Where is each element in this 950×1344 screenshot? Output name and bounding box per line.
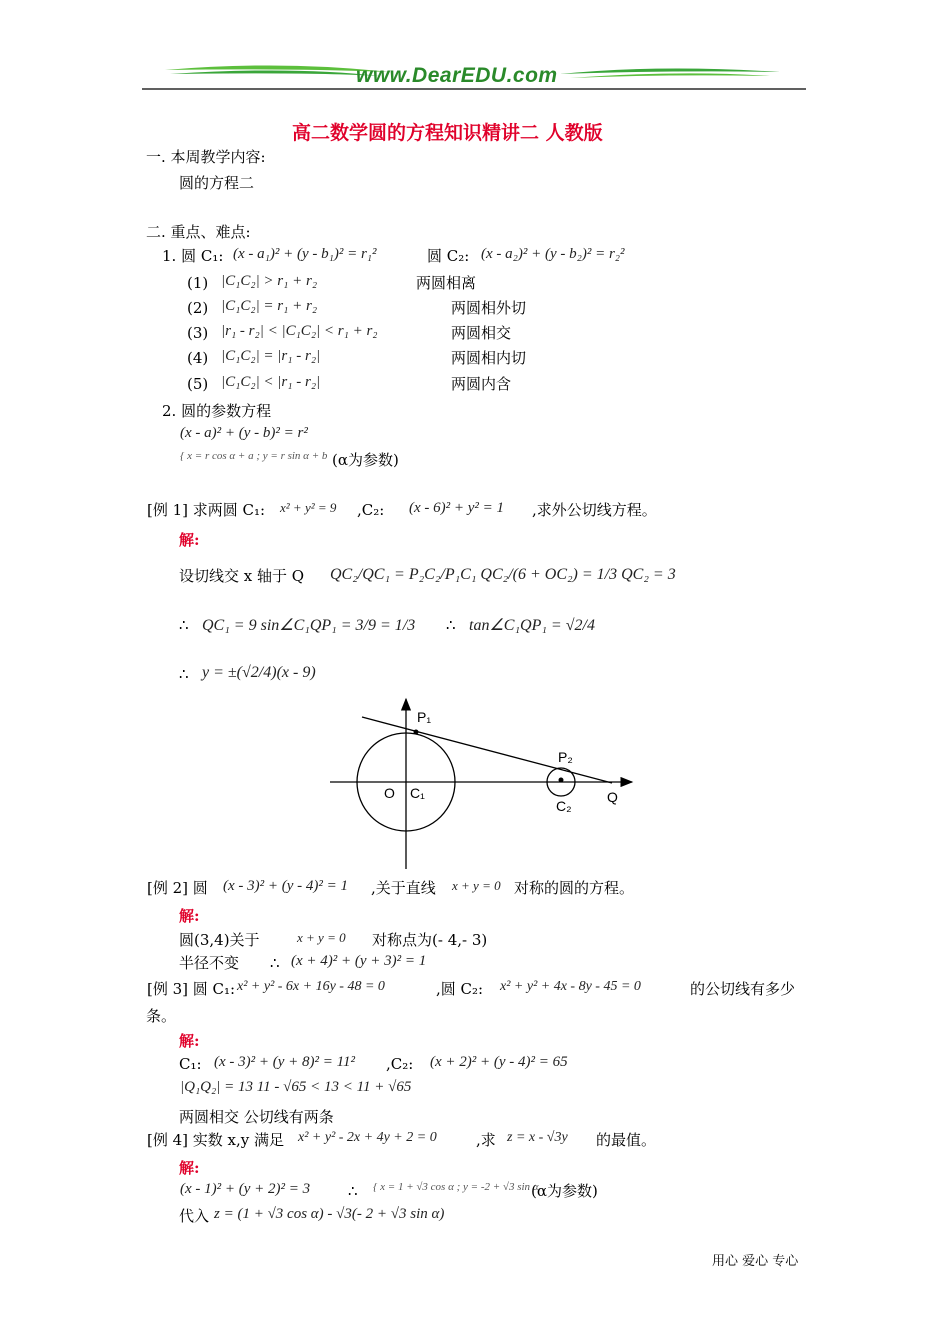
example-3-mid: ,圆 C₂: — [436, 980, 484, 998]
solution-label: 解: — [179, 1032, 200, 1050]
therefore-symbol: ∴ — [270, 954, 280, 972]
example-3-tail-2: 条。 — [146, 1007, 177, 1025]
case-condition: |C₁C₂| = r₁ + r₂ — [221, 298, 318, 314]
parameter-note: (α为参数) — [332, 451, 399, 469]
label-c1: C₁ — [410, 785, 425, 801]
case-number: (4) — [187, 349, 209, 367]
circle-c1-equation: (x - a₁)² + (y - b₁)² = r₁² — [233, 246, 377, 262]
tangent-figure — [320, 695, 650, 875]
example-2-result: (x + 4)² + (y + 3)² = 1 — [291, 953, 427, 969]
example-1-mid: ,C₂: — [357, 501, 385, 519]
case-result: 两圆相离 — [416, 274, 477, 292]
page-title: 高二数学圆的方程知识精讲二 人教版 — [292, 122, 603, 144]
case-result: 两圆相交 — [451, 324, 512, 342]
example-1-step-2-math: QC₁ = 9 sin∠C₁QP₁ = 3/9 = 1/3 — [202, 617, 416, 634]
example-4-z: z = x - √3y — [507, 1130, 568, 1145]
solution-label: 解: — [179, 531, 200, 549]
therefore-symbol: ∴ — [348, 1182, 358, 1200]
example-4-eq: x² + y² - 2x + 4y + 2 = 0 — [298, 1130, 437, 1145]
example-3-step-1b: ,C₂: — [386, 1055, 414, 1073]
example-1-result: y = ±(√2/4)(x - 9) — [202, 664, 316, 681]
example-2-step-1-line: x + y = 0 — [297, 930, 346, 945]
label-p2: P₂ — [558, 749, 573, 765]
example-1-tail: ,求外公切线方程。 — [532, 501, 657, 519]
example-1-step-1-text: 设切线交 x 轴于 Q — [179, 567, 305, 585]
case-condition: |C₁C₂| = |r₁ - r₂| — [221, 348, 321, 364]
example-3-step-3: 两圆相交 公切线有两条 — [179, 1108, 334, 1126]
solution-label: 解: — [179, 907, 200, 925]
point-p1 — [414, 730, 419, 735]
example-2-tail: 对称的圆的方程。 — [514, 879, 635, 897]
point-p2 — [559, 778, 564, 783]
case-number: (3) — [187, 324, 209, 342]
case-number: (2) — [187, 299, 209, 317]
site-logo[interactable]: www.DearEDU.com — [356, 64, 558, 87]
case-condition: |C₁C₂| < |r₁ - r₂| — [221, 374, 321, 390]
example-3-step-1a: C₁: — [179, 1055, 202, 1073]
example-4-parametric: { x = 1 + √3 cos α ; y = -2 + √3 sin α — [373, 1181, 539, 1193]
case-result: 两圆相内切 — [451, 349, 527, 367]
example-4-mid: ,求 — [476, 1131, 496, 1149]
example-2-eq: (x - 3)² + (y - 4)² = 1 — [223, 878, 349, 894]
circle-c2-equation: (x - a₂)² + (y - b₂)² = r₂² — [481, 246, 625, 262]
label-o: O — [384, 785, 395, 801]
example-4-step-2-eq: z = (1 + √3 cos α) - √3(- 2 + √3 sin α) — [214, 1206, 445, 1222]
section-heading-2: 二. 重点、难点: — [146, 223, 251, 241]
example-3-tail: 的公切线有多少 — [690, 980, 796, 998]
case-condition: |r₁ - r₂| < |C₁C₂| < r₁ + r₂ — [221, 323, 378, 339]
example-2-line: x + y = 0 — [452, 878, 501, 893]
example-3-eq1: x² + y² - 6x + 16y - 48 = 0 — [237, 979, 385, 994]
label-p1: P₁ — [417, 709, 432, 725]
section-heading-1: 一. 本周教学内容: — [146, 148, 266, 166]
example-3-eq2: x² + y² + 4x - 8y - 45 = 0 — [500, 979, 641, 994]
example-4-tail: 的最值。 — [596, 1131, 657, 1149]
parameter-note: (α为参数) — [531, 1182, 598, 1200]
example-2-label: [例 2] 圆 — [147, 879, 208, 897]
label-q: Q — [607, 789, 618, 805]
footer-slogan: 用心 爱心 专心 — [712, 1254, 799, 1269]
example-2-step-2a: 半径不变 — [179, 954, 240, 972]
example-4-step-2a: 代入 — [179, 1207, 210, 1225]
point-2-heading: 2. 圆的参数方程 — [162, 402, 272, 420]
case-result: 两圆相外切 — [451, 299, 527, 317]
solution-label: 解: — [179, 1159, 200, 1177]
example-3-step-1-eq2: (x + 2)² + (y - 4)² = 65 — [430, 1054, 568, 1070]
case-condition: |C₁C₂| > r₁ + r₂ — [221, 273, 318, 289]
example-1-eq2: (x - 6)² + y² = 1 — [409, 500, 505, 516]
case-result: 两圆内含 — [451, 375, 512, 393]
therefore-symbol: ∴ — [179, 616, 189, 634]
example-1-label: [例 1] 求两圆 C₁: — [147, 501, 266, 519]
example-3-step-2: |Q₁Q₂| = 13 11 - √65 < 13 < 11 + √65 — [180, 1079, 412, 1095]
therefore-symbol: ∴ — [446, 616, 456, 634]
section-1-item: 圆的方程二 — [179, 174, 255, 192]
example-2-step-1b: 对称点为(- 4,- 3) — [372, 931, 488, 949]
point-1-label-2: 圆 C₂: — [427, 247, 470, 265]
example-2-mid: ,关于直线 — [371, 879, 436, 897]
case-number: (1) — [187, 274, 209, 292]
point-1-label: 1. 圆 C₁: — [162, 247, 224, 265]
label-c2: C₂ — [556, 798, 572, 814]
example-1-eq1: x² + y² = 9 — [280, 500, 337, 515]
example-3-label: [例 3] 圆 C₁: — [147, 980, 236, 998]
example-4-label: [例 4] 实数 x,y 满足 — [147, 1131, 285, 1149]
example-1-step-2-math-2: tan∠C₁QP₁ = √2/4 — [469, 617, 595, 634]
case-number: (5) — [187, 375, 209, 393]
therefore-symbol: ∴ — [179, 665, 189, 683]
tangent-line — [362, 717, 612, 783]
standard-equation: (x - a)² + (y - b)² = r² — [180, 425, 308, 441]
example-4-step-1-eq: (x - 1)² + (y + 2)² = 3 — [180, 1181, 311, 1197]
parametric-equation: { x = r cos α + a ; y = r sin α + b — [180, 450, 328, 462]
example-1-step-1-math: QC₂/QC₁ = P₂C₂/P₁C₁ QC₂/(6 + OC₂) = 1/3 QC₂ = 3 — [330, 566, 676, 583]
example-3-step-1-eq1: (x - 3)² + (y + 8)² = 11² — [214, 1054, 356, 1070]
example-2-step-1a: 圆(3,4)关于 — [179, 931, 260, 949]
